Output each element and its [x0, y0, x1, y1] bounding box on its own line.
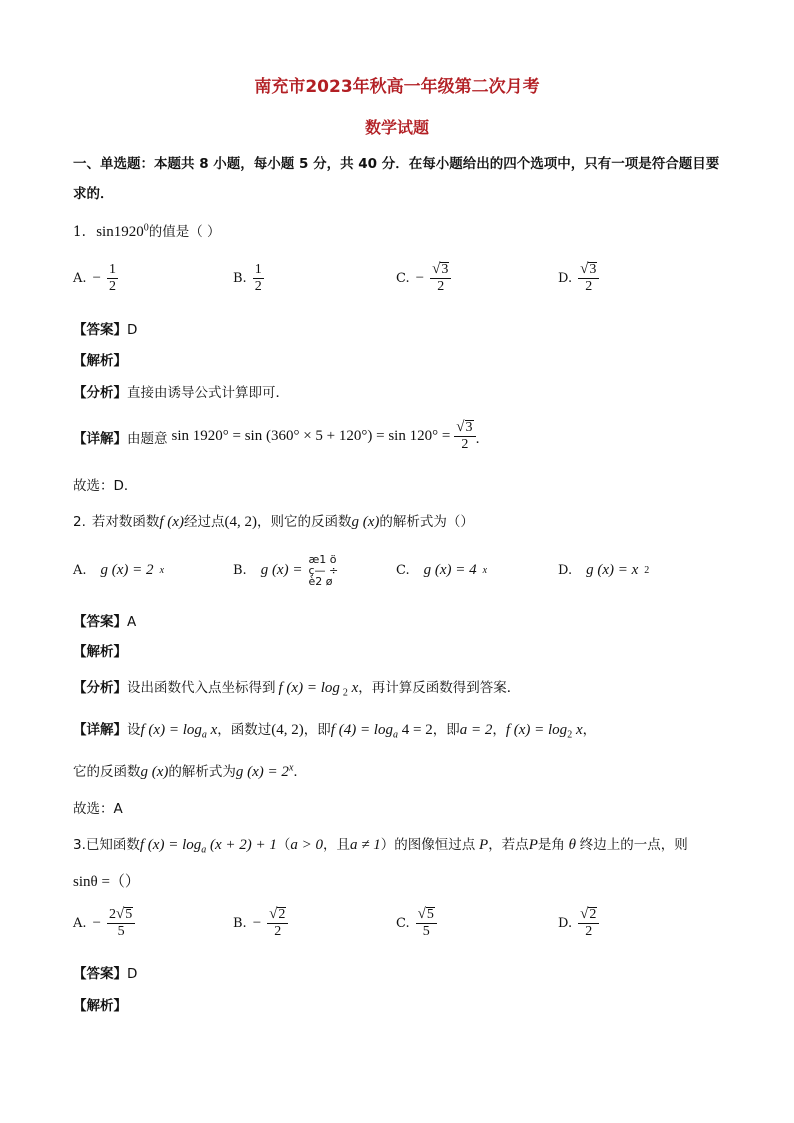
q1-option-a[interactable]	[73, 262, 118, 295]
q1-option-c[interactable]	[396, 262, 451, 295]
q2-detail: 【详解】设f $(x) = \log_a x$，函数过(4, 2)，即f $(4) = \log_a 4 = 2$，即a = 2，f $(x) = \log_2 x$，	[73, 722, 597, 741]
question-1	[73, 220, 221, 241]
q3-option-a[interactable]: A. − 2 √ 5 5	[73, 907, 135, 940]
q2-choose: 故选：A	[73, 801, 123, 817]
q1-answer: 【答案】D	[73, 322, 138, 338]
option-fraction: √ 3 2	[430, 262, 451, 295]
q2-option-c[interactable]: C. g (x) = 4 x	[396, 562, 488, 578]
q1-option-d[interactable]	[558, 262, 599, 295]
q1-expression: sin1920	[96, 224, 144, 240]
option-fraction: $\frac{1}{2}$	[254, 262, 262, 294]
section-heading-line2: 求的．	[73, 186, 114, 202]
q3-stem-line2: sinθ =（）	[73, 874, 140, 890]
q2-option-d[interactable]: D. g (x) = x 2	[558, 562, 650, 578]
q3-answer: 【答案】D	[73, 966, 138, 982]
q3-option-b[interactable]: B. − √ 2 2	[233, 907, 288, 940]
q3-option-c[interactable]: C. √ 5 5	[396, 907, 437, 940]
section-heading-line1: 一、单选题：本题共 8 小题，每小题 5 分，共 40 分．在每小题给出的四个选项中，只有一项是符合题目要	[73, 156, 720, 172]
option-fraction: √ 3 2	[578, 262, 599, 295]
q2-analysis-tag: 【解析】	[73, 644, 127, 660]
page-title: 南充市2023年秋高一年级第二次月考	[254, 77, 540, 97]
q1-fenxi: 【分析】直接由诱导公式计算即可．	[73, 385, 289, 401]
q2-fenxi: 【分析】设出函数代入点坐标得到 f (x) = log $_2$ x，再计算反函数得到答案．	[73, 680, 521, 699]
q2-option-b[interactable]: B. g (x) = æ1 ö ç— ÷ è2 ø	[233, 553, 339, 588]
q2-detail-line2: 它的反函数g (x)的解析式为g $(x) = 2^x$．	[73, 762, 307, 780]
q1-degree: 0	[143, 222, 149, 234]
question-number: 1.	[73, 224, 86, 240]
option-label: B.	[233, 271, 247, 286]
question-2: 2. 若对数函数f (x)经过点(4, 2)，则它的反函数g (x)的解析式为（）	[73, 514, 474, 530]
q3-analysis-tag: 【解析】	[73, 998, 127, 1014]
q1-choose: 故选：D．	[73, 478, 138, 494]
q1-analysis-tag: 【解析】	[73, 353, 127, 369]
option-sign: −	[92, 270, 101, 286]
q2-garbled-fraction: æ1 ö ç— ÷ è2 ø	[308, 553, 339, 588]
question-3: 3.已知函数f $(x) = \log_a (x + 2) + 1(a > 0$，且a ≠ 1）的图像恒过点 P，若点P是角 θ 终边上的一点，则	[73, 837, 688, 856]
q3-option-d[interactable]: D. √ 2 2	[558, 907, 599, 940]
option-label: A.	[73, 271, 87, 286]
option-sign: −	[415, 270, 425, 286]
q1-detail: 【详解】 由题意 sin 1920° = sin (360° × 5 + 120°) = sin 120° = √ 3 2 ．	[73, 419, 490, 452]
page-subtitle: 数学试题	[364, 118, 429, 137]
option-label: D.	[558, 271, 573, 286]
q2-option-a[interactable]: A. g (x) = 2 x	[73, 562, 165, 578]
option-label: C.	[396, 271, 410, 286]
q1-option-b[interactable]	[233, 262, 264, 295]
q1-stem-tail: 的值是（ ）	[148, 224, 221, 240]
q2-answer: 【答案】A	[73, 614, 137, 630]
option-fraction: $\frac{1}{2}$	[109, 262, 116, 294]
